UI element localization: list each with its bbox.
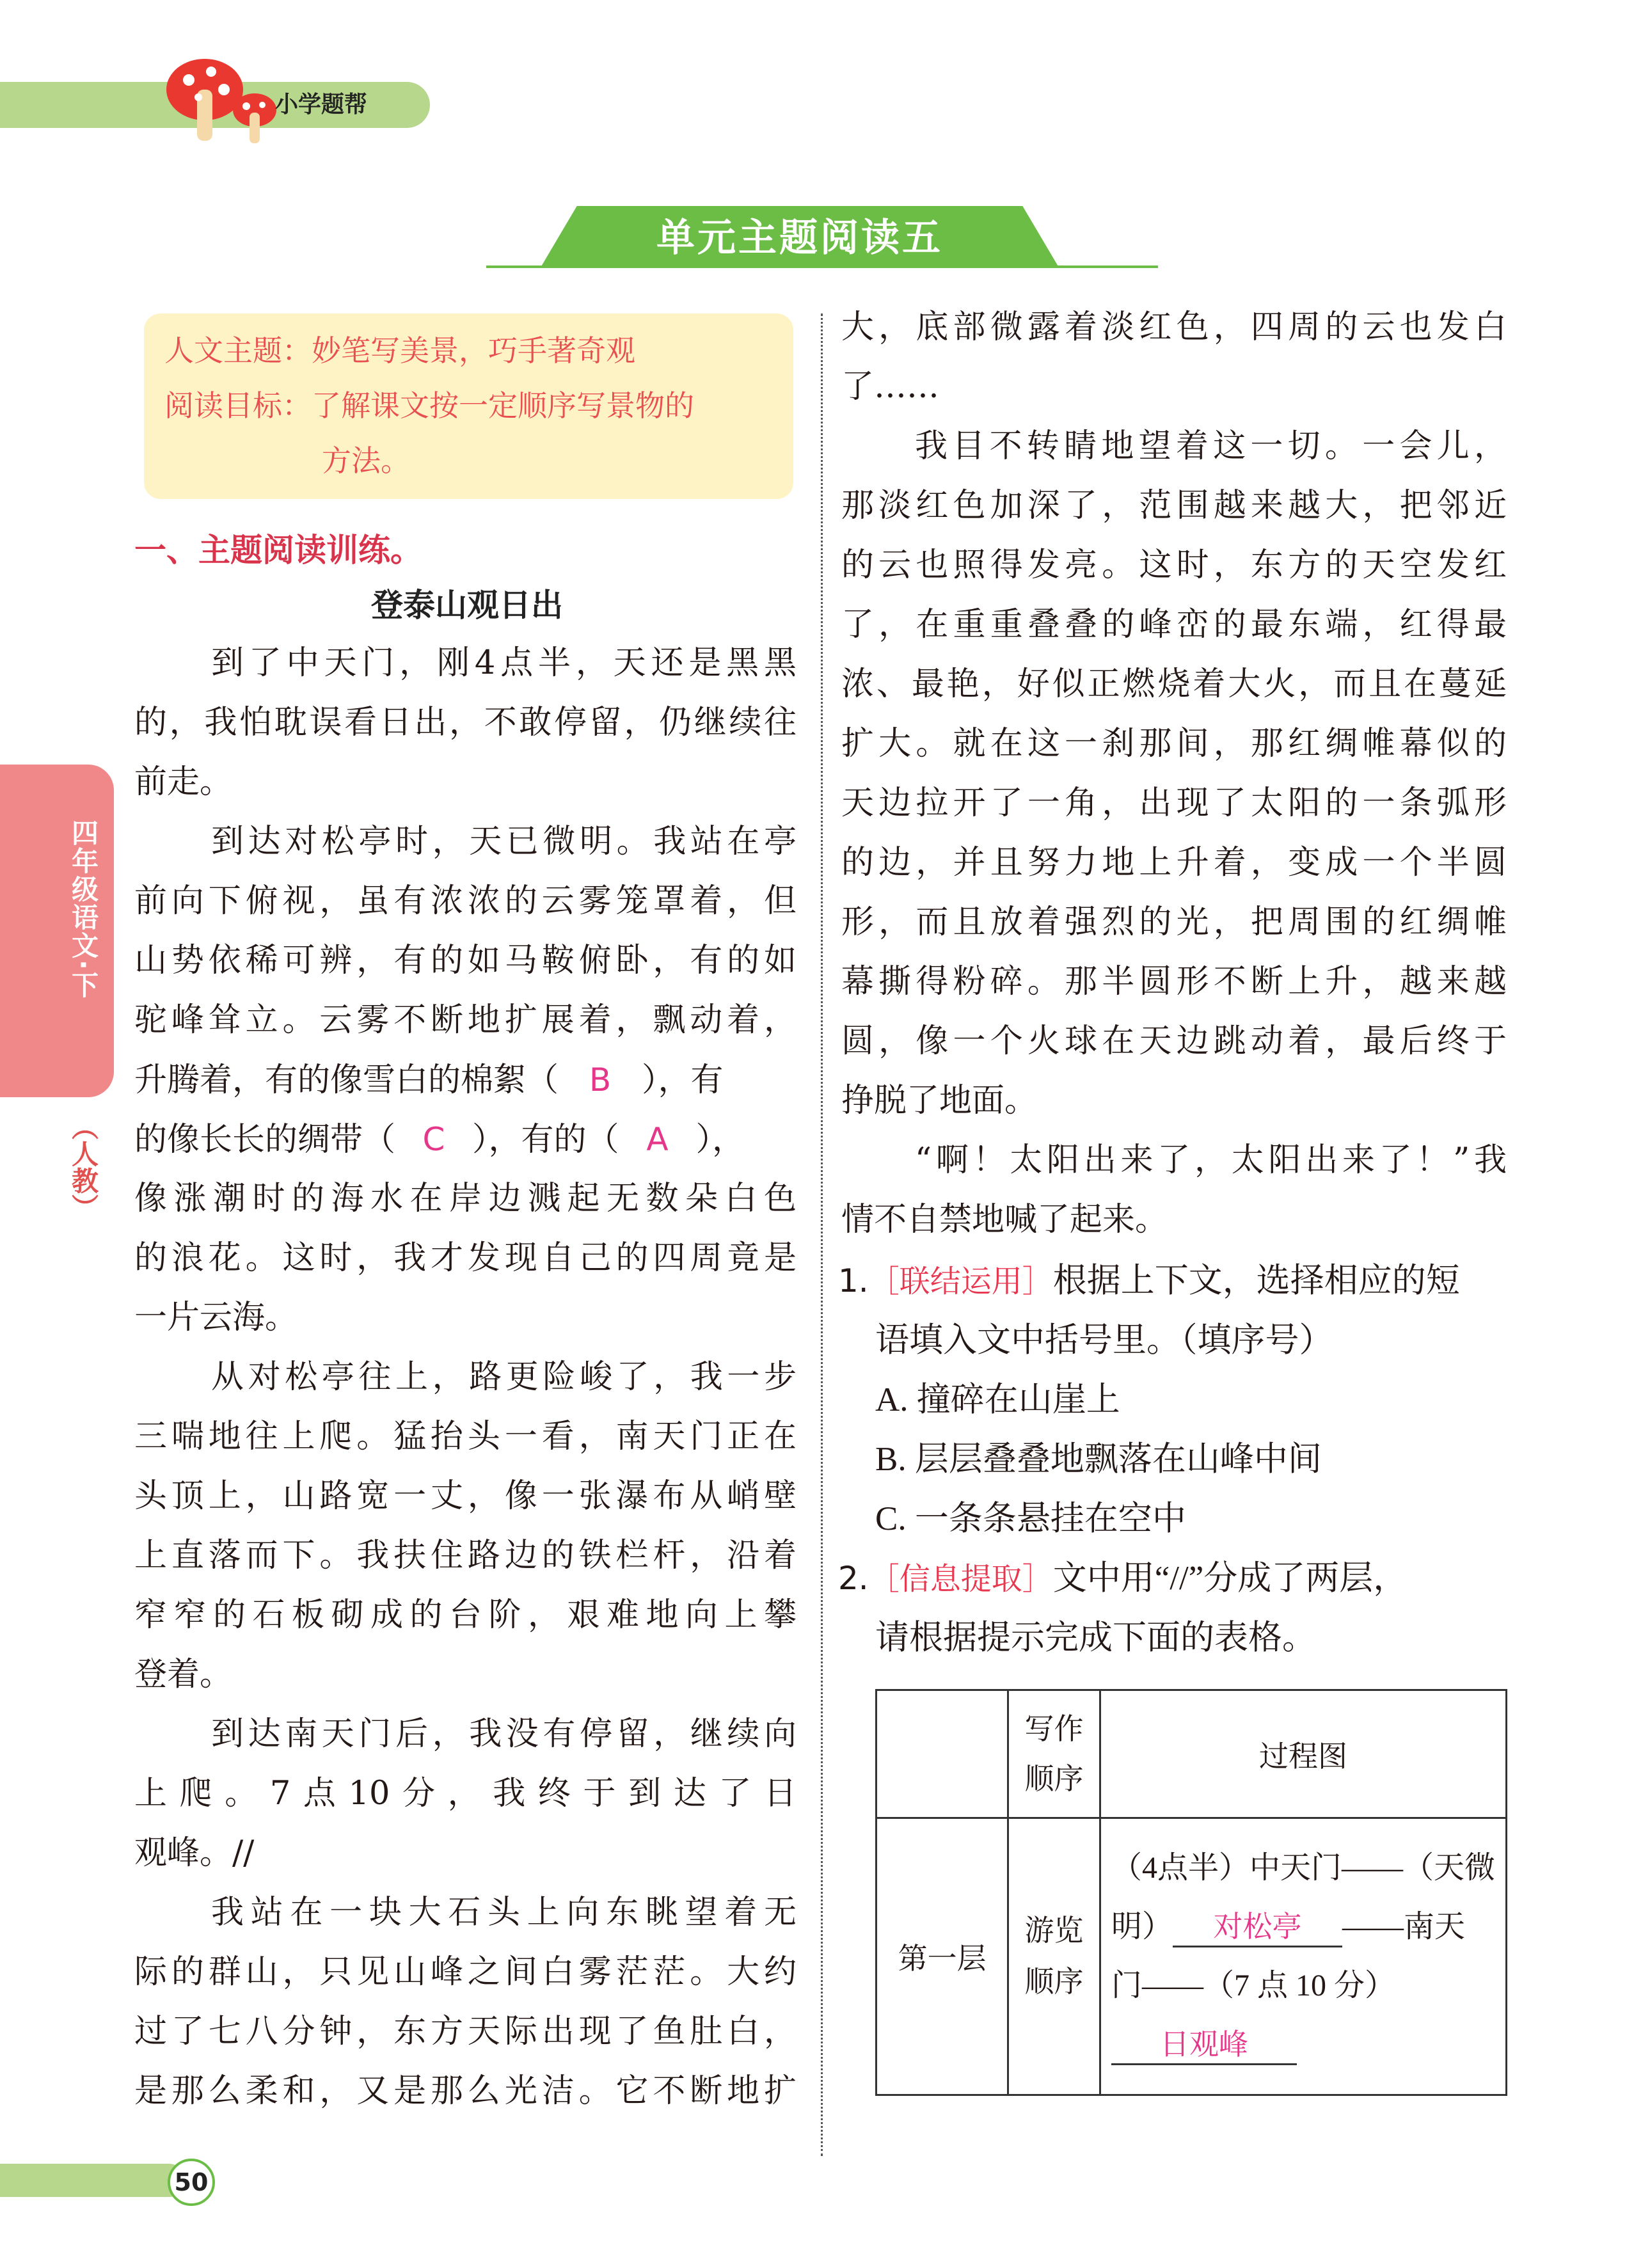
passage-line: 天边拉开了一角，出现了太阳的一条弧形 — [841, 784, 1507, 822]
passage-line: 山势依稀可辨，有的如马鞍俯卧，有的如 — [134, 942, 797, 979]
mushroom-logo-icon — [160, 51, 282, 147]
passage-line: 幕撕得粉碎。那半圆形不断上升，越来越 — [841, 963, 1507, 1001]
page-number: 50 — [168, 2159, 215, 2206]
row-order-text: 顺序 — [1024, 1965, 1084, 1998]
theme-line: 人文主题：妙笔写美景，巧手著奇观 — [164, 333, 635, 368]
question-2 — [838, 1548, 1510, 1608]
question-text: 根据上下文，选择相应的短 — [1052, 1262, 1460, 1299]
passage-line: 是那么柔和，又是那么光洁。它不断地扩 — [134, 2072, 797, 2110]
passage-line-with-blank — [134, 1109, 797, 1170]
passage-line: 驼峰耸立。云雾不断地扩展着，飘动着， — [134, 1001, 797, 1039]
footer-band — [0, 2164, 186, 2197]
option-a: A. 撞碎在山崖上 — [875, 1381, 1120, 1418]
header-text: 顺序 — [1024, 1762, 1084, 1795]
table-header-row — [876, 1690, 1507, 1818]
goal-box — [144, 313, 793, 499]
passage-line: 大，底部微露着淡红色，四周的云也发白 — [841, 308, 1507, 346]
passage-line: 浓、最艳，好似正燃烧着大火，而且在蔓延 — [841, 665, 1507, 703]
passage-line: 前走。 — [134, 763, 233, 801]
page-title: 单元主题阅读五 — [656, 216, 943, 260]
passage-line: 从对松亭往上，路更险峻了，我一步 — [211, 1358, 797, 1396]
passage-line: 像涨潮时的海水在岸边溅起无数朵白色 — [134, 1180, 797, 1217]
row-order-text: 游览 — [1024, 1914, 1084, 1947]
answer-blank: 日观峰 — [1111, 2025, 1297, 2065]
question-text: 语填入文中括号里。（填序号） — [875, 1322, 1333, 1359]
passage-line: 上爬。7点10分，我终于到达了日 — [134, 1775, 797, 1812]
grade-subject-label: 四年级语文·下 — [68, 819, 99, 999]
passage-line: 形，而且放着强烈的光，把周围的红绸帷 — [841, 903, 1507, 941]
passage-line: 那淡红色加深了，范围越来越大，把邻近 — [841, 487, 1507, 525]
process-cell — [1100, 1818, 1506, 2095]
option-c: C. 一条条悬挂在空中 — [875, 1500, 1186, 1537]
passage-line: 了，在重重叠叠的峰峦的最东端，红得最 — [841, 606, 1507, 644]
process-line: （4点半）中天门——（天微 — [1111, 1851, 1495, 1885]
passage-line: 过了七八分钟，东方天际出现了鱼肚白， — [134, 2013, 797, 2050]
passage-text: 的像长长的绸带（ — [134, 1121, 396, 1159]
question-text: 请根据提示完成下面的表格。 — [875, 1619, 1316, 1656]
target-line-continued: 方法。 — [322, 443, 410, 478]
brand-label: 小学题帮 — [275, 91, 368, 118]
answer-blank: 对松亭 — [1173, 1907, 1342, 1947]
passage-line: 的，我怕耽误看日出，不敢停留，仍继续往 — [134, 704, 797, 741]
table-header-process: 过程图 — [1100, 1690, 1506, 1818]
answer-blank: A — [646, 1121, 669, 1158]
passage-text: ），有的（ — [472, 1121, 619, 1159]
passage-line: 头顶上，山路宽一丈，像一张瀑布从峭壁 — [134, 1477, 797, 1515]
passage-line: 了…… — [841, 368, 940, 406]
passage-line: 到了中天门，刚4点半，天还是黑黑 — [211, 644, 797, 682]
column-divider — [821, 313, 823, 2156]
story-title: 登泰山观日出 — [371, 587, 563, 624]
passage-line: 窄窄的石板砌成的台阶，艰难地向上攀 — [134, 1596, 797, 1634]
passage-line: 的浪花。这时，我才发现自己的四周竟是 — [134, 1239, 797, 1277]
passage-line: 情不自禁地喊了起来。 — [841, 1201, 1168, 1239]
table-row — [876, 1818, 1507, 2095]
passage-line: 扩大。就在这一刹那间，那红绸帷幕似的 — [841, 725, 1507, 763]
passage-line: 际的群山，只见山峰之间白雾茫茫。大约 — [134, 1953, 797, 1991]
passage-line: “啊！太阳出来了，太阳出来了！”我 — [915, 1141, 1507, 1179]
passage-line: 前向下俯视，虽有浓浓的云雾笼罩着，但 — [134, 882, 797, 920]
edition-label: （人教） — [68, 1113, 99, 1221]
passage-line: 的边，并且努力地上升着，变成一个半圆 — [841, 844, 1507, 882]
passage-line: 三喘地往上爬。猛抬头一看，南天门正在 — [134, 1418, 797, 1455]
table-cell-empty — [876, 1690, 1008, 1818]
question-number: 1. — [838, 1262, 869, 1299]
section-heading: 一、主题阅读训练。 — [134, 532, 422, 569]
passage-line: 观峰。// — [134, 1834, 255, 1872]
answer-blank: B — [589, 1061, 612, 1098]
question-tag: ［信息提取］ — [868, 1561, 1053, 1597]
passage-line: 到达南天门后，我没有停留，继续向 — [211, 1715, 797, 1753]
passage-line: 上直落而下。我扶住路边的铁栏杆，沿着 — [134, 1537, 797, 1574]
passage-text: 升腾着，有的像雪白的棉絮（ — [134, 1061, 559, 1099]
question-1 — [838, 1251, 1510, 1311]
passage-line: 一片云海。 — [134, 1299, 298, 1336]
passage-text: ）， — [695, 1121, 745, 1159]
process-text: 明） — [1111, 1910, 1173, 1944]
question-tag: ［联结运用］ — [868, 1264, 1053, 1299]
structure-table — [875, 1689, 1507, 2096]
row-order — [1008, 1818, 1100, 2095]
question-text: 文中用“//”分成了两层， — [1052, 1560, 1408, 1597]
header-text: 写作 — [1024, 1712, 1084, 1745]
option-b: B. 层层叠叠地飘落在山峰中间 — [875, 1441, 1322, 1478]
passage-line: 我目不转睛地望着这一切。一会儿， — [915, 427, 1507, 465]
target-line: 阅读目标：了解课文按一定顺序写景物的 — [164, 388, 694, 423]
passage-line: 到达对松亭时，天已微明。我站在亭 — [211, 823, 797, 860]
passage-line: 我站在一块大石头上向东眺望着无 — [211, 1894, 797, 1931]
passage-line: 圆，像一个火球在天边跳动着，最后终于 — [841, 1022, 1507, 1060]
passage-line: 登着。 — [134, 1656, 233, 1693]
row-label: 第一层 — [876, 1818, 1008, 2095]
passage-text: ），有 — [642, 1061, 724, 1099]
process-line — [1111, 1898, 1495, 1956]
process-line: 门——（7 点 10 分） — [1111, 1969, 1395, 2002]
table-header-order — [1008, 1690, 1100, 1818]
process-line — [1111, 2015, 1495, 2074]
passage-line-with-blank — [134, 1050, 797, 1110]
question-number: 2. — [838, 1560, 869, 1597]
process-text: ——南天 — [1342, 1910, 1466, 1944]
passage-line: 的云也照得发亮。这时，东方的天空发红 — [841, 546, 1507, 584]
answer-blank: C — [422, 1121, 445, 1158]
passage-line: 挣脱了地面。 — [841, 1082, 1038, 1120]
